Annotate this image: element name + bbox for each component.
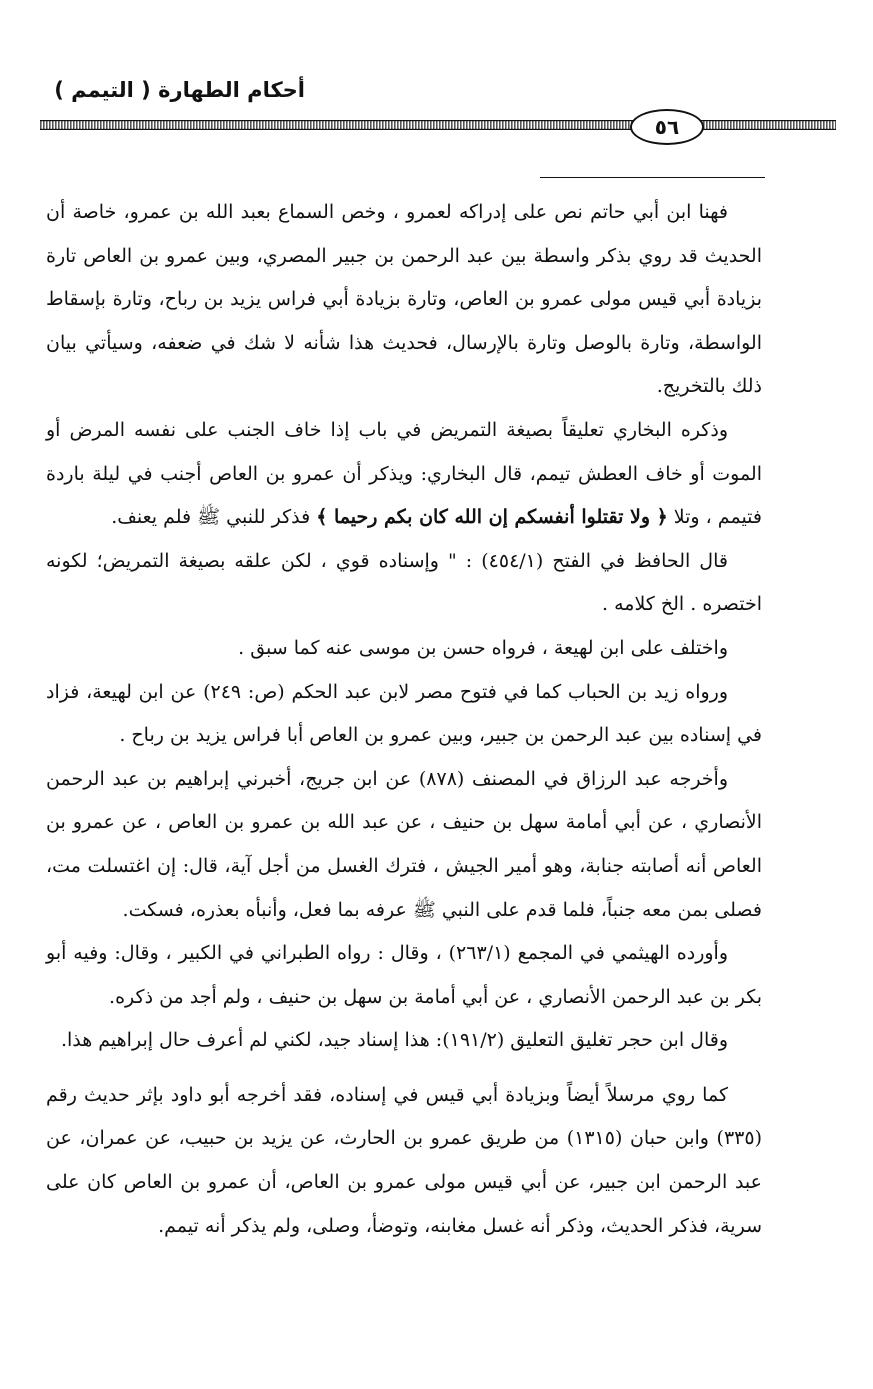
paragraph-7: وأورده الهيثمي في المجمع (٢٦٣/١) ، وقال : رواه الطبراني في الكبير ، وقال: وفيه أبو بكر بن عبد الرحمن الأنصاري ، عن أبي أمامة بن سهل بن حنيف ، ولم أجد من ذكره. bbox=[46, 942, 762, 1008]
paragraph-5: ورواه زيد بن الحباب كما في فتوح مصر لابن عبد الحكم (ص: ٢٤٩) عن ابن لهيعة، فزاد في إسناده بين عبد الرحمن بن جبير، وبين عمرو بن العاص أبا فراس يزيد بن رباح . bbox=[46, 680, 762, 747]
paragraph-2 bbox=[46, 409, 762, 540]
paragraph-2-text: وذكره البخاري تعليقاً بصيغة التمريض في باب إذا خاف الجنب على نفسه المرض أو الموت أو خاف العطش تيمم، قال البخاري: ويذكر أن عمرو بن العاص أجنب في ليلة باردة فتيمم ، وتلا bbox=[46, 418, 762, 529]
paragraph-8: وقال ابن حجر تغليق التعليق (١٩١/٢): هذا إسناد جيد، لكني لم أعرف حال إبراهيم هذا. bbox=[60, 1029, 728, 1052]
paragraph-3: قال الحافظ في الفتح (٤٥٤/١) : " وإسناده قوي ، لكن علقه بصيغة التمريض؛ لكونه اختصره . الخ كلامه . bbox=[46, 549, 762, 616]
quran-quote: ﴿ ولا تقتلوا أنفسكم إن الله كان بكم رحيما ﴾ bbox=[316, 506, 668, 529]
paragraph-2-end: فذكر للنبي ﷺ فلم يعنف. bbox=[111, 506, 311, 529]
paragraph-4: واختلف على ابن لهيعة ، فرواه حسن بن موسى عنه كما سبق . bbox=[238, 636, 728, 659]
page-number: ٥٦ bbox=[630, 109, 704, 145]
top-rule bbox=[540, 177, 765, 178]
running-title: أحكام الطهارة ( التيمم ) bbox=[54, 78, 305, 102]
paragraph-9: كما روي مرسلاً أيضاً وبزيادة أبي قيس في إسناده، فقد أخرجه أبو داود بإثر حديث رقم (٣٣٥) وابن حبان (١٣١٥) من طريق عمرو بن الحارث، عن يزيد بن حبيب، عن عمران، عن عبد الرحمن ابن جبير، عن أبي قيس مولى عمرو بن العاص، أن عمرو بن العاص كان على سرية، فذكر الحديث، وذكر أنه غسل مغابنه، وتوضأ، وصلى، ولم يذكر أنه تيمم. bbox=[46, 1083, 763, 1237]
paragraph-1: فهنا ابن أبي حاتم نص على إدراكه لعمرو ، وخص السماع بعبد الله بن عمرو، خاصة أن الحديث قد روي بذكر واسطة بين عبد الرحمن بن جبير المصري، وبين عمرو بن العاص تارة بزيادة أبي قيس مولى عمرو بن العاص، وتارة بزيادة أبي فراس يزيد بن رباح، وتارة بإسقاط الواسطة، وتارة بالوصل وتارة بالإرسال، فحديث هذا شأنه لا شك في ضعفه، وسيأتي بيان ذلك بالتخريج. bbox=[46, 201, 762, 398]
paragraph-6: وأخرجه عبد الرزاق في المصنف (٨٧٨) عن ابن جريج، أخبرني إبراهيم بن عبد الرحمن الأنصاري ، عن أبي أمامة سهل بن حنيف ، عن عبد الله بن عمرو بن العاص ، عن عمرو بن العاص أنه أصابته جنابة، وهو أمير الجيش ، فترك الغسل من أجل آية، قال: إن اغتسلت مت، فصلى بمن معه جنباً، فلما قدم على النبي ﷺ عرفه بما فعل، وأنبأه بعذره، فسكت. bbox=[46, 767, 762, 921]
main-text bbox=[46, 191, 762, 1248]
header-rule bbox=[40, 118, 836, 132]
